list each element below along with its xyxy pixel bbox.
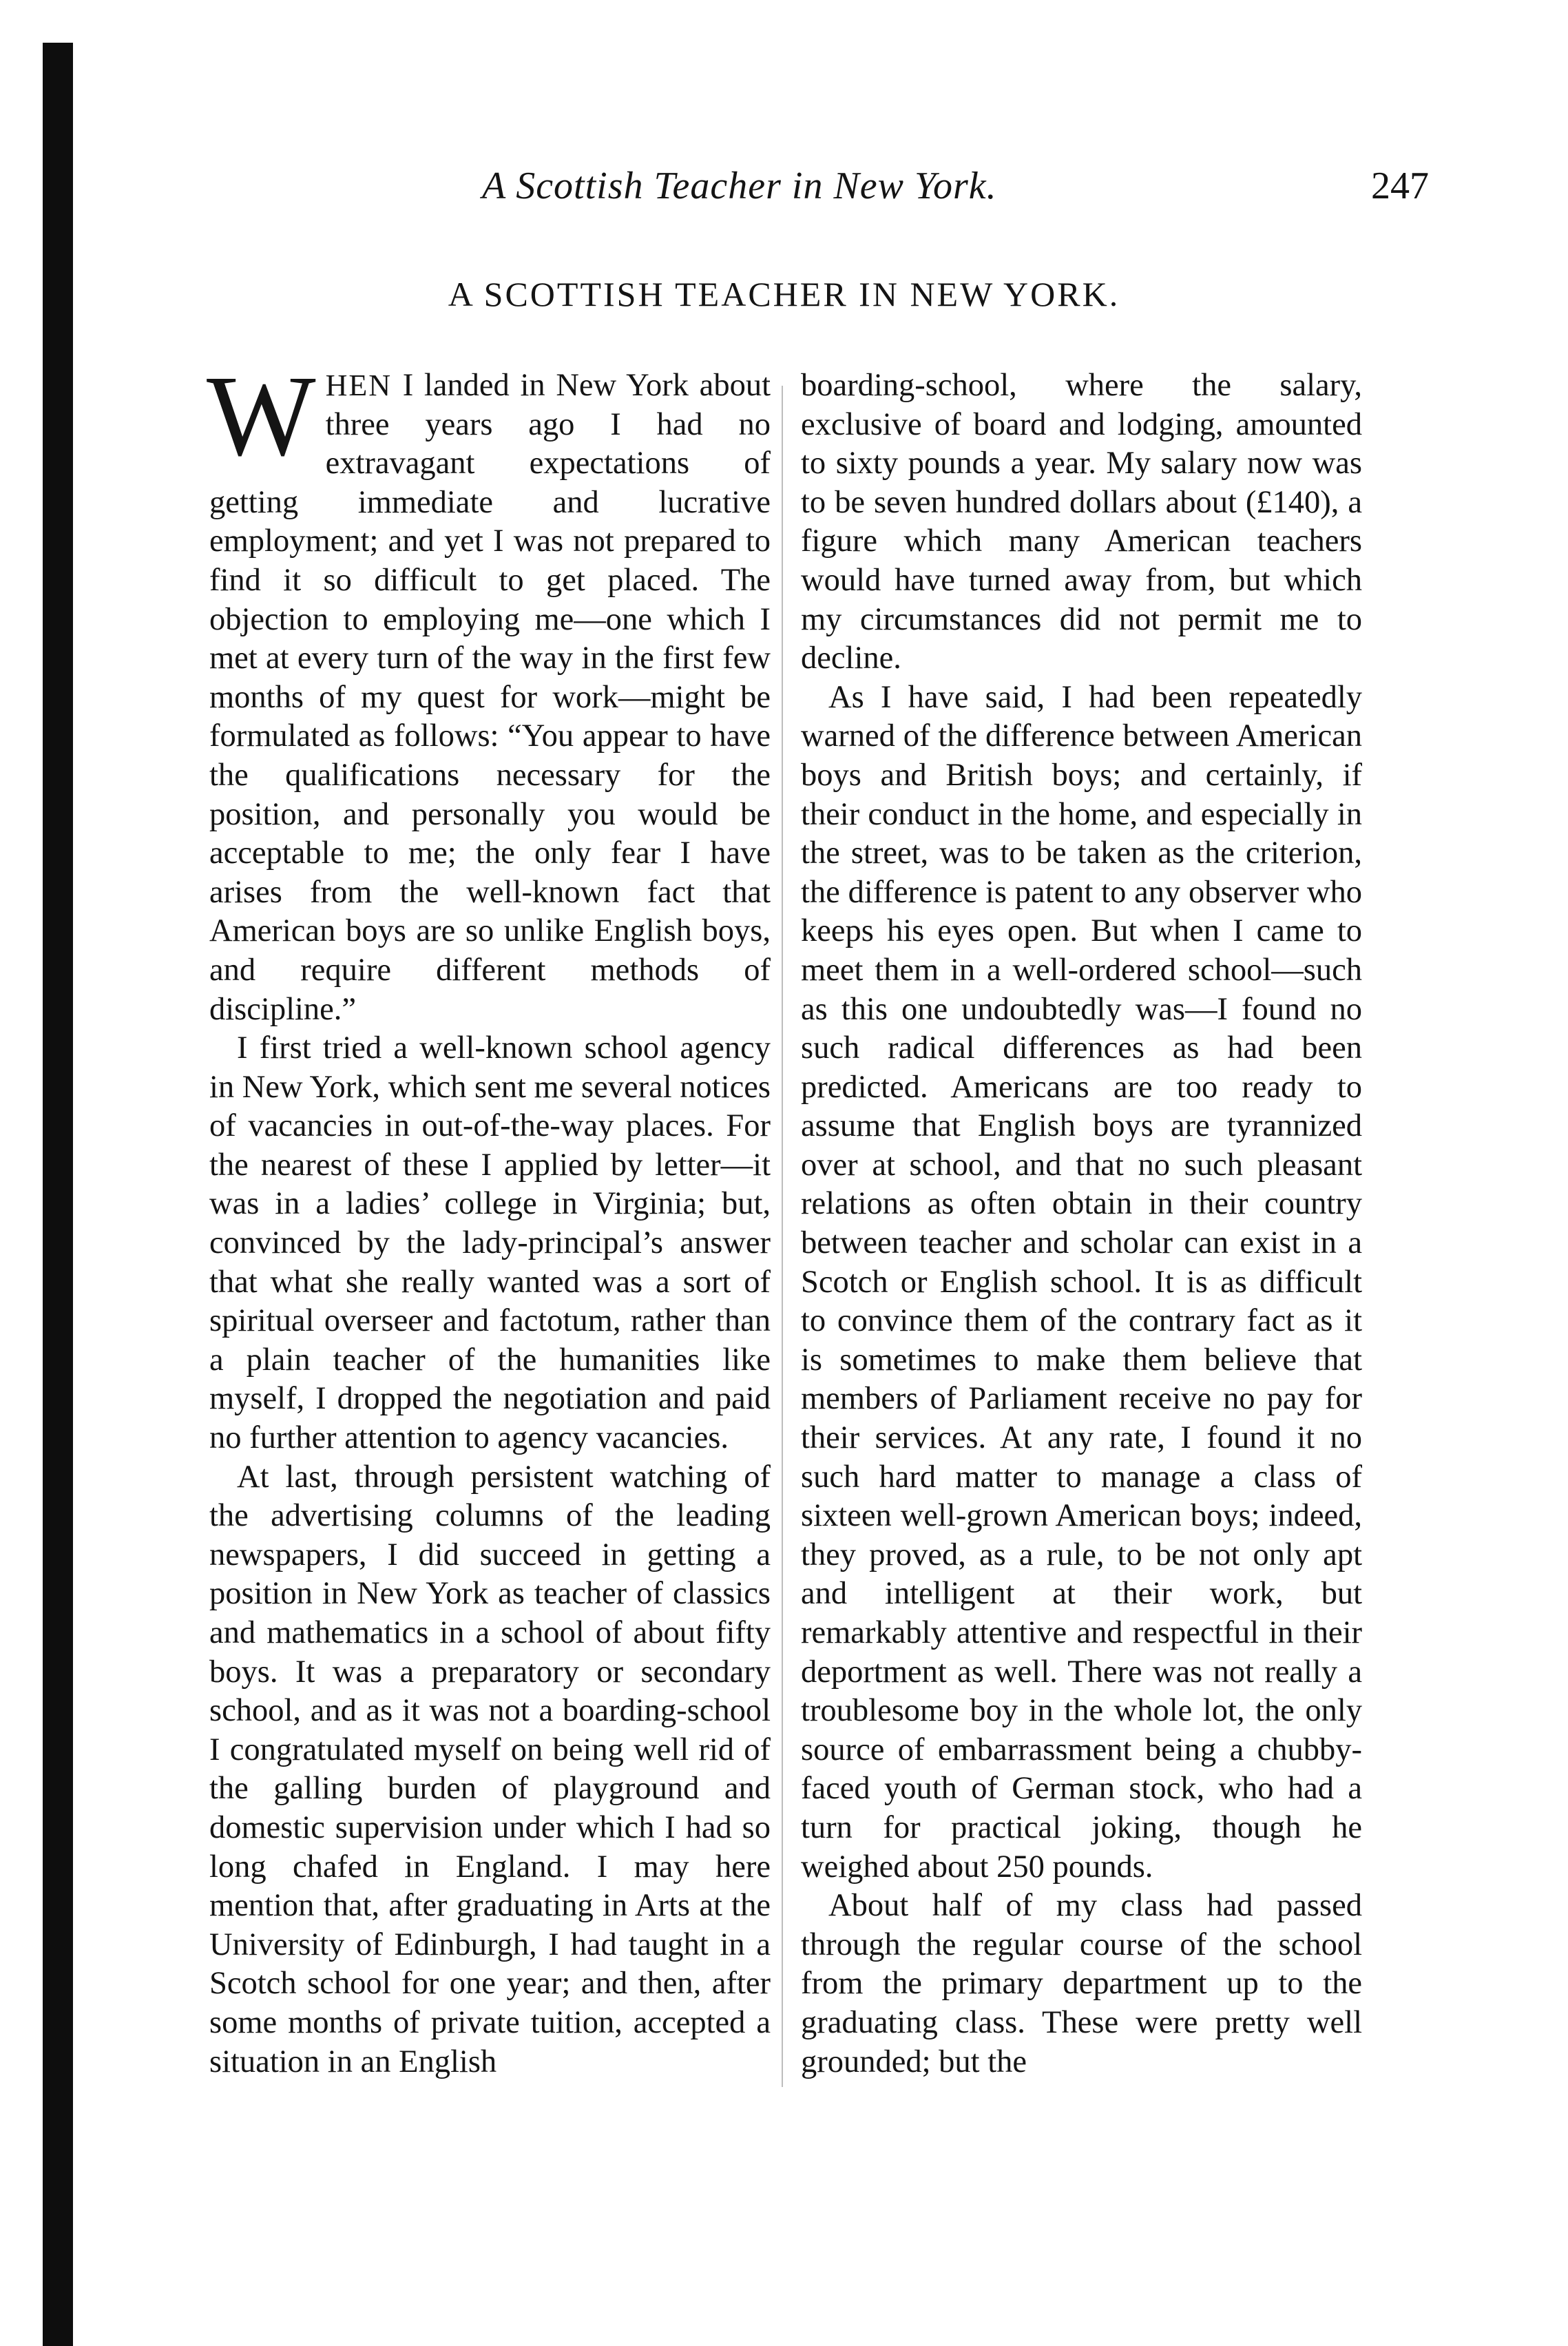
running-title: A Scottish Teacher in New York. bbox=[482, 165, 997, 207]
paragraph: As I have said, I had been repeatedly warned of the difference between American boys and British boys; and certainly, if their conduct in the home, and especially in the street, was to be taken as the criterion, the difference is patent to any observer who keeps his eyes open. But when I came to meet them in a well-ordered school—such as this one undoubtedly was—I found no such radical differences as had been predicted. Americans are too ready to assume that English boys are tyrannized over at school, and that no such pleasant relations as often obtain in their country between teacher and scholar can exist in a Scotch or English school. It is as difficult to convince them of the contrary fact as it is sometimes to make them believe that members of Parliament receive no pay for their services. At any rate, I found it no such hard matter to manage a class of sixteen well-grown American boys; indeed, they proved, as a rule, to be not only apt and intelligent at their work, but remarkably attentive and respectful in their deportment as well. There was not really a troublesome boy in the whole lot, the only source of embarrassment being a chubby-faced youth of German stock, who had a turn for practical joking, though he weighed about 250 pounds. bbox=[801, 679, 1362, 1885]
page-header bbox=[482, 164, 1429, 219]
drop-cap: W bbox=[207, 352, 316, 480]
paragraph bbox=[207, 352, 771, 1029]
page-number: 247 bbox=[1371, 165, 1429, 207]
column-divider bbox=[782, 386, 783, 2087]
lead-word: HEN bbox=[325, 368, 393, 402]
paragraph: I first tried a well-known school agency in New York, which sent me several notices of vacancies in out-of-the-way places. For the nearest of these I applied by letter—it was in a ladies’ college in Virginia; but, convinced by the lady-principal’s answer that what she really wanted was a sort of spiritual overseer and factotum, rather than a plain teacher of the humanities like myself, I dropped the negotiation and paid no further attention to agency vacancies. bbox=[209, 1030, 771, 1456]
right-column bbox=[801, 366, 1362, 2082]
left-column bbox=[207, 352, 771, 2082]
paragraph: At last, through persistent watching of the advertising columns of the leading newspapers, I did succeed in getting a position in New York as teacher of classics and mathematics in a school of about fifty boys. It was a preparatory or secondary school, and as it was not a boarding-school I congratulated myself on being well rid of the galling burden of playground and domestic supervision under which I had so long chafed in England. I may here mention that, after graduating in Arts at the University of Edinburgh, I had taught in a Scotch school for one year; and then, after some months of private tuition, accepted a situation in an English bbox=[209, 1459, 771, 2079]
paragraph: About half of my class had passed through the regular course of the school from the primary department up to the graduating class. These were pretty well grounded; but the bbox=[801, 1888, 1362, 2079]
book-spine-shadow bbox=[43, 43, 73, 2346]
paragraph: boarding-school, where the salary, exclusive of board and lodging, amounted to sixty pounds a year. My salary now was to be seven hundred dollars about (£140), a figure which many American teachers would have turned away from, but which my circumstances did not permit me to decline. bbox=[801, 368, 1362, 676]
paragraph-text: I landed in New York about three years ago I had no extravagant expectations of getting immediate and lucrative employment; and yet I was not prepared to find it so difficult to get placed. The objection to employing me—one which I met at every turn of the way in the first few months of my quest for work—might be formulated as follows: “You appear to have the qualifications necessary for the position, and personally you would be acceptable to me; the only fear I have arises from the well-known fact that American boys are so unlike English boys, and require different methods of discipline.” bbox=[209, 368, 771, 1027]
article-title: A SCOTTISH TEACHER IN NEW YORK. bbox=[448, 275, 1120, 313]
